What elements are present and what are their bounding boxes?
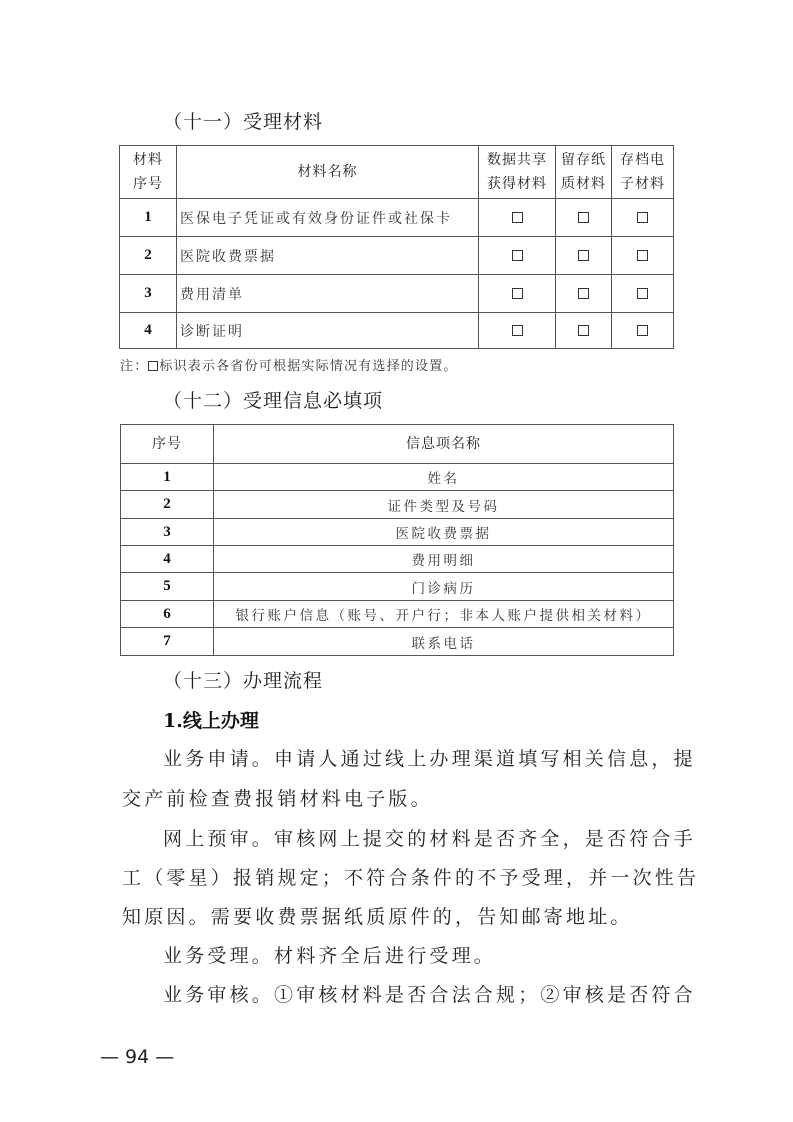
section-12-heading: （十二）受理信息必填项 xyxy=(163,390,384,412)
table-row xyxy=(121,519,674,546)
materials-table-header xyxy=(120,146,674,199)
row-seq: 2 xyxy=(121,491,214,519)
page-number: — 94 — xyxy=(100,1046,175,1068)
table-note: 注： 标识表示各省份可根据实际情况有选择的设置。 xyxy=(120,359,458,374)
row-seq: 6 xyxy=(121,601,214,628)
row-seq: 1 xyxy=(121,464,214,491)
checkbox-icon[interactable] xyxy=(637,288,648,299)
checkbox-icon xyxy=(148,361,158,371)
checkbox-icon[interactable] xyxy=(578,288,589,299)
checkbox-icon[interactable] xyxy=(637,325,648,336)
paragraph-line: 业务受理。材料齐全后进行受理。 xyxy=(163,945,497,967)
table-row xyxy=(121,628,674,656)
row-seq: 1 xyxy=(120,199,177,237)
row-seq: 3 xyxy=(120,275,177,313)
header-material-name: 材料名称 xyxy=(177,146,479,199)
header-info-name: 信息项名称 xyxy=(214,425,674,464)
row-info-name: 门诊病历 xyxy=(214,573,674,601)
checkbox-icon[interactable] xyxy=(578,250,589,261)
row-material-name: 医院收费票据 xyxy=(177,237,479,275)
checkbox-icon[interactable] xyxy=(578,325,589,336)
required-info-header xyxy=(121,425,674,464)
row-seq: 2 xyxy=(120,237,177,275)
row-info-name: 医院收费票据 xyxy=(214,519,674,546)
table-row xyxy=(120,275,674,313)
table-row xyxy=(121,601,674,628)
table-row xyxy=(121,546,674,573)
section-11-heading: （十一）受理材料 xyxy=(163,111,324,133)
header-electronic-archive: 存档电 子材料 xyxy=(612,146,674,199)
row-material-name: 诊断证明 xyxy=(177,313,479,349)
paragraph-line: 业务申请。申请人通过线上办理渠道填写相关信息，提 xyxy=(163,748,696,770)
row-info-name: 联系电话 xyxy=(214,628,674,656)
row-seq: 4 xyxy=(121,546,214,573)
required-info-table xyxy=(120,424,674,656)
paragraph-line: 工（零星）报销规定；不符合条件的不予受理，并一次性告 xyxy=(122,867,700,889)
checkbox-icon[interactable] xyxy=(637,212,648,223)
header-paper-retain: 留存纸 质材料 xyxy=(556,146,612,199)
checkbox-icon[interactable] xyxy=(512,212,523,223)
subheading-online: 1.线上办理 xyxy=(163,710,259,732)
row-seq: 4 xyxy=(120,313,177,349)
table-row xyxy=(120,199,674,237)
row-seq: 5 xyxy=(121,573,214,601)
row-material-name: 费用清单 xyxy=(177,275,479,313)
header-shared-data: 数据共享 获得材料 xyxy=(479,146,556,199)
row-info-name: 费用明细 xyxy=(214,546,674,573)
checkbox-icon[interactable] xyxy=(512,288,523,299)
materials-table xyxy=(119,145,674,349)
checkbox-icon[interactable] xyxy=(578,212,589,223)
row-seq: 3 xyxy=(121,519,214,546)
header-seq: 序号 xyxy=(121,425,214,464)
checkbox-icon[interactable] xyxy=(512,250,523,261)
section-13-heading: （十三）办理流程 xyxy=(163,670,324,692)
checkbox-icon[interactable] xyxy=(637,250,648,261)
checkbox-icon[interactable] xyxy=(512,325,523,336)
header-seq: 材料 序号 xyxy=(120,146,177,199)
paragraph-line: 业务审核。①审核材料是否合法合规；②审核是否符合 xyxy=(163,984,696,1006)
paragraph-line: 交产前检查费报销材料电子版。 xyxy=(122,788,433,810)
paragraph-line: 网上预审。审核网上提交的材料是否齐全，是否符合手 xyxy=(163,828,696,850)
row-info-name: 姓名 xyxy=(214,464,674,491)
table-row xyxy=(120,237,674,275)
row-material-name: 医保电子凭证或有效身份证件或社保卡 xyxy=(177,199,479,237)
table-row xyxy=(121,573,674,601)
row-info-name: 证件类型及号码 xyxy=(214,491,674,519)
paragraph-line: 知原因。需要收费票据纸质原件的，告知邮寄地址。 xyxy=(122,906,633,928)
table-row xyxy=(121,491,674,519)
table-row xyxy=(120,313,674,349)
row-seq: 7 xyxy=(121,628,214,656)
table-row xyxy=(121,464,674,491)
row-info-name: 银行账户信息（账号、开户行；非本人账户提供相关材料） xyxy=(214,601,674,628)
